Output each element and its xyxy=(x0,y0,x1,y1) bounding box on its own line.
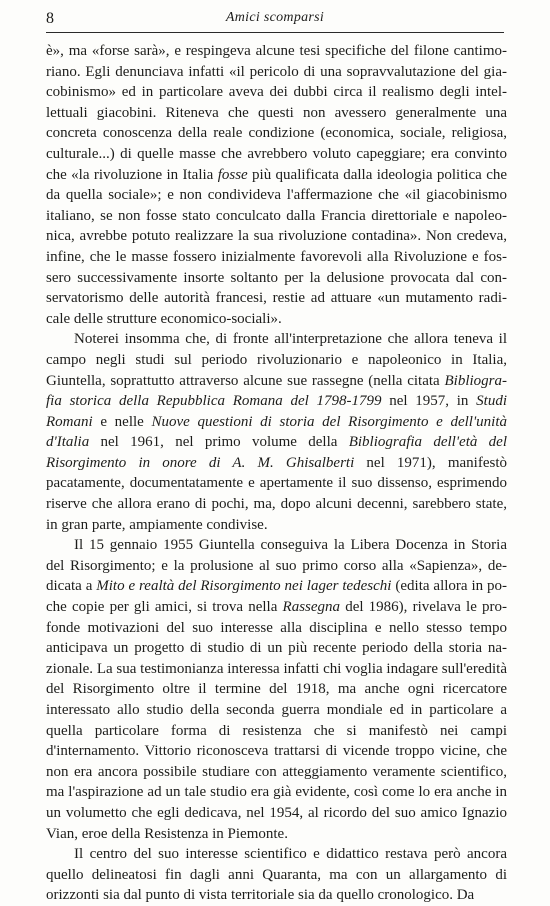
italic-title-run: Bibliografia storica della Repubblica Romana del 1798-1799 xyxy=(46,372,507,410)
paragraph-p4 xyxy=(46,844,507,906)
italic-title-run: Bibliografia dell'età del Risorgimento in onore di A. M. Ghisalberti xyxy=(46,434,507,471)
body-text xyxy=(46,41,507,906)
italic-title-run: Mito e realtà del Risorgimento nei lager tedeschi xyxy=(96,578,392,595)
text-run: è», ma «forse sarà», e respingeva alcune tesi specifiche del filone cantimoriano. Egli denunciava infatti «il pericolo di una sopravvalutazione del giacobinismo» ed in particolare aveva dei dubbi circa il realismo degli intellettuali giacobini. Riteneva che questi non avessero generalmente una concreta conoscenza della reale condizione (economica, sociale, religiosa, culturale...) di quelle masse che avrebbero voluto capeggiare; era convinto che «la rivoluzione in Italia xyxy=(46,43,507,183)
text-run: Noterei insomma che, di fronte all'interpretazione che allora teneva il campo negli studi sul periodo rivoluzionario e napoleonico in Italia, Giuntella, soprattutto attraverso alcune sue rassegne (nella citata xyxy=(46,331,507,389)
italic-title-run: Rassegna xyxy=(282,599,341,616)
italic-title-run: Nuove questioni di storia del Risorgimento e dell'unità d'Italia xyxy=(46,413,507,451)
page-number: 8 xyxy=(46,10,54,27)
text-run: più qualificata dalla ideologia politica che da quella sociale»; e non condivideva l'affermazione che «il giacobinismo italiano, se non fosse stato conculcato dalla Francia direttoriale e napoleonica, avrebbe potuto realizzare la sua rivoluzione contadina». Non credeva, infine, che le masse fossero inizialmente favorevoli alla Rivoluzione e fossero successivamente insorte soltanto per la delusione provocata dal conservatorismo delle autorità francesi, restie ad attuare «un mutamento radicale delle strutture economico-sociali». xyxy=(46,166,508,327)
page-header xyxy=(46,6,504,33)
paragraph-p1 xyxy=(46,41,507,329)
italic-title-run: Studi Romani xyxy=(46,393,507,430)
paragraph-p2 xyxy=(46,329,507,535)
text-run: nel 1971), manifestò pacatamente, documentatamente e apertamente il suo dissenso, esprimendo riserve che allora erano di pochi, ma, dopo alcuni decenni, sarebbero state, in gran parte, ampiamente condivise. xyxy=(46,454,507,533)
text-run: del 1986), rivelava le profonde motivazioni del suo interesse alla disciplina e nello stesso tempo anticipava un progetto di studio di un più recente periodo della storia nazionale. La sua testimonianza interessa infatti chi voglia indagare sull'eredità del Risorgimento oltre il termine del 1918, ma anche ogni ricercatore interessato allo studio della seconda guerra mondiale ed in particolare a quella particolare forma di resistenza che si manifestò nei campi d'internamento. Vittorio riconosceva trattarsi di vicende troppo vicine, che non era ancora possibile studiare con atteggiamento veramente scientifico, ma l'aspirazione ad un tale studio era già evidente, così come lo era anche in un volumetto che egli dedicava, nel 1954, al ricordo del suo amico Ignazio Vian, eroe della Resistenza in Piemonte. xyxy=(46,599,507,842)
text-run: nel 1957, in xyxy=(381,393,477,410)
paragraph-p3 xyxy=(46,535,507,844)
text-run: nel 1961, nel primo volume della xyxy=(89,434,349,451)
text-run: Il 15 gennaio 1955 Giuntella conseguiva la Libera Docenza in Storia del Risorgimento; e la prolusione al suo primo corso alla «Sapienza», dedicata a xyxy=(46,537,507,595)
text-run: Il centro del suo interesse scientifico e didattico restava però ancora quello delineatosi fin dagli anni Quaranta, ma con un allargamento di orizzonti sia dal punto di vista territoriale sia da quello cronologico. Da xyxy=(46,846,507,904)
running-title: Amici scomparsi xyxy=(225,10,325,25)
text-run: (edita allora in poche copie per gli amici, si trova nella xyxy=(46,578,508,616)
text-run: e nelle xyxy=(92,413,152,430)
italic-title-run: fosse xyxy=(217,166,248,183)
